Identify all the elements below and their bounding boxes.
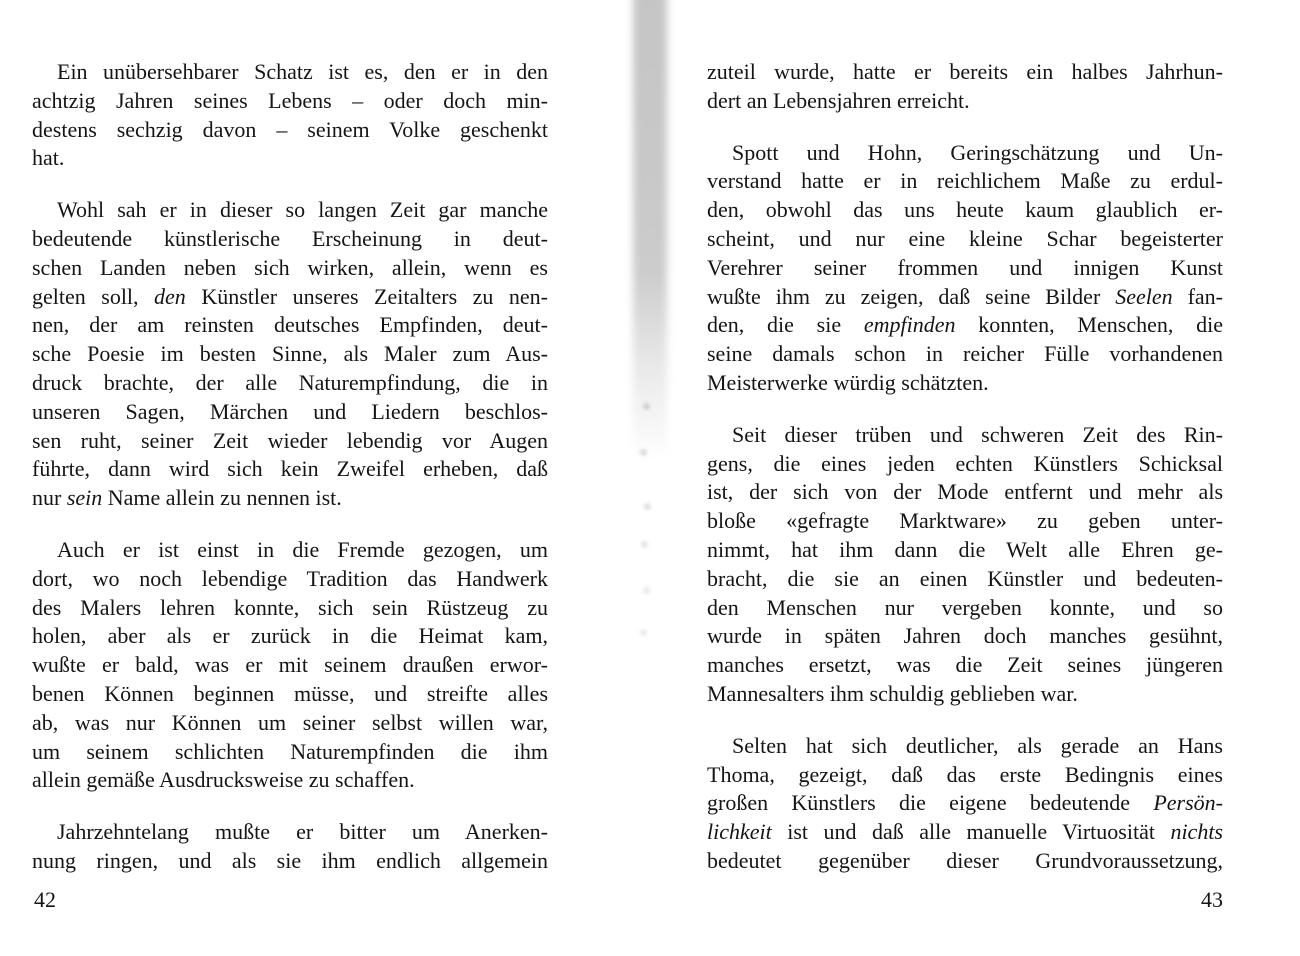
- text-line: [707, 478, 1223, 507]
- text-segment: Meisterwerke würdig schätzten.: [707, 369, 989, 395]
- text-segment: ist, der sich von der Mode entfernt und mehr als: [707, 479, 1223, 505]
- text-line: [32, 738, 548, 767]
- text-line: [32, 484, 548, 513]
- text-line: [707, 196, 1223, 225]
- text-segment: des Malers lehren konnte, sich sein Rüstzeug zu: [32, 594, 548, 620]
- text-line: [32, 144, 548, 173]
- text-segment: holen, aber als er zurück in die Heimat kam,: [32, 623, 548, 649]
- text-segment: Auch er ist einst in die Fremde gezogen, um: [57, 536, 548, 562]
- text-segment: den, die sie: [707, 312, 864, 338]
- text-line: [32, 340, 548, 369]
- text-segment: um seinem schlichten Naturempfinden die ihm: [32, 738, 548, 764]
- text-segment: sen ruht, seiner Zeit wieder lebendig vor Augen: [32, 427, 548, 453]
- text-line: [32, 116, 548, 145]
- text-line: [707, 58, 1223, 87]
- italic-text: nichts: [1170, 819, 1223, 845]
- italic-text: den: [154, 283, 186, 309]
- text-segment: hat.: [32, 145, 65, 171]
- paragraph: [707, 139, 1223, 398]
- text-line: [707, 651, 1223, 680]
- text-line: [707, 87, 1223, 116]
- text-segment: bloße «gefragte Marktware» zu geben unter-: [707, 508, 1223, 534]
- text-segment: manches ersetzt, was die Zeit seines jüngeren: [707, 652, 1223, 678]
- text-segment: Selten hat sich deutlicher, als gerade an Hans: [732, 732, 1223, 758]
- paragraph: [707, 732, 1223, 876]
- text-segment: dort, wo noch lebendige Tradition das Handwerk: [32, 565, 548, 591]
- text-segment: nur: [32, 485, 67, 511]
- text-line: [707, 761, 1223, 790]
- text-segment: destens sechzig davon – seinem Volke geschenkt: [32, 116, 548, 142]
- paragraph: [32, 196, 548, 513]
- text-line: [32, 369, 548, 398]
- text-line: [32, 766, 548, 795]
- text-segment: verstand hatte er in reichlichem Maße zu erdul-: [707, 168, 1223, 194]
- text-segment: gens, die eines jeden echten Künstlers Schicksal: [707, 450, 1223, 476]
- page-number-left: 42: [34, 887, 56, 912]
- text-segment: wußte ihm zu zeigen, daß seine Bilder: [707, 283, 1116, 309]
- text-line: [32, 225, 548, 254]
- text-segment: benen Können beginnen müsse, und streifte alles: [32, 680, 548, 706]
- text-line: [32, 536, 548, 565]
- text-segment: seine damals schon in reicher Fülle vorhandenen: [707, 341, 1223, 367]
- text-segment: scheint, und nur eine kleine Schar begeisterter: [707, 225, 1223, 251]
- text-segment: Mannesalters ihm schuldig geblieben war.: [707, 680, 1078, 706]
- text-line: [707, 594, 1223, 623]
- text-segment: Ein unübersehbarer Schatz ist es, den er in den: [57, 59, 548, 84]
- text-segment: Seit dieser trüben und schweren Zeit des Rin-: [732, 421, 1223, 447]
- text-line: [707, 311, 1223, 340]
- text-line: [707, 847, 1223, 876]
- italic-text: sein: [66, 485, 103, 511]
- text-segment: nimmt, hat ihm dann die Welt alle Ehren ge-: [707, 536, 1223, 562]
- text-segment: schen Landen neben sich wirken, allein, wenn es: [32, 254, 548, 280]
- paragraph: [32, 58, 548, 173]
- text-segment: wurde in späten Jahren doch manches gesühnt,: [707, 623, 1223, 649]
- text-segment: allein gemäße Ausdrucksweise zu schaffen.: [32, 767, 415, 793]
- text-segment: großen Künstlers die eigene bedeutende: [707, 790, 1154, 816]
- page-left-text: [32, 58, 548, 876]
- text-segment: unseren Sagen, Märchen und Liedern beschlos-: [32, 398, 548, 424]
- text-line: [707, 225, 1223, 254]
- text-segment: führte, dann wird sich kein Zweifel erheben, daß: [32, 456, 548, 482]
- text-line: [707, 536, 1223, 565]
- text-segment: konnten, Menschen, die: [955, 312, 1223, 338]
- text-line: [707, 283, 1223, 312]
- text-segment: bedeutet gegenüber dieser Grundvoraussetzung,: [707, 847, 1223, 873]
- text-segment: nen, der am reinsten deutsches Empfinden, deut-: [32, 312, 548, 338]
- paragraph: [32, 818, 548, 876]
- text-line: [32, 651, 548, 680]
- text-line: [32, 847, 548, 876]
- text-line: [707, 622, 1223, 651]
- text-line: [707, 139, 1223, 168]
- text-line: [32, 818, 548, 847]
- text-segment: Jahrzehntelang mußte er bitter um Anerken-: [57, 819, 548, 845]
- text-line: [707, 680, 1223, 709]
- text-line: [707, 507, 1223, 536]
- italic-text: Seelen: [1115, 283, 1173, 309]
- text-line: [707, 254, 1223, 283]
- text-line: [32, 311, 548, 340]
- text-segment: zuteil wurde, hatte er bereits ein halbes Jahrhun-: [707, 59, 1223, 84]
- text-line: [32, 398, 548, 427]
- paragraph: [707, 421, 1223, 709]
- text-segment: den, obwohl das uns heute kaum glaublich er-: [707, 197, 1223, 223]
- text-line: [32, 254, 548, 283]
- text-line: [32, 594, 548, 623]
- text-segment: Wohl sah er in dieser so langen Zeit gar manche: [57, 197, 548, 223]
- italic-text: lichkeit: [707, 819, 772, 845]
- gutter-shadow: [633, 0, 667, 460]
- text-segment: dert an Lebensjahren erreicht.: [707, 87, 970, 113]
- text-line: [32, 283, 548, 312]
- text-line: [32, 680, 548, 709]
- text-segment: nung ringen, und als sie ihm endlich allgemein: [32, 847, 548, 873]
- text-line: [32, 622, 548, 651]
- text-segment: druck brachte, der alle Naturempfindung, die in: [32, 369, 548, 395]
- page-right-text: [707, 58, 1223, 876]
- text-line: [32, 565, 548, 594]
- text-line: [32, 58, 548, 87]
- italic-text: empfinden: [863, 312, 956, 338]
- text-segment: bracht, die sie an einen Künstler und bedeuten-: [707, 565, 1223, 591]
- text-segment: achtzig Jahren seines Lebens – oder doch min-: [32, 87, 548, 113]
- text-line: [707, 340, 1223, 369]
- text-line: [707, 818, 1223, 847]
- text-line: [707, 565, 1223, 594]
- text-segment: Spott und Hohn, Geringschätzung und Un-: [732, 139, 1223, 165]
- text-segment: Verehrer seiner frommen und innigen Kunst: [707, 254, 1223, 280]
- scan-artifact-specks: [642, 392, 647, 397]
- text-line: [32, 427, 548, 456]
- text-line: [707, 421, 1223, 450]
- text-segment: bedeutende künstlerische Erscheinung in deut-: [32, 225, 548, 251]
- text-line: [32, 196, 548, 225]
- text-line: [707, 450, 1223, 479]
- page-number-right: 43: [1201, 887, 1223, 912]
- text-segment: ab, was nur Können um seiner selbst willen war,: [32, 709, 548, 735]
- text-line: [707, 732, 1223, 761]
- text-segment: Thoma, gezeigt, daß das erste Bedingnis eines: [707, 761, 1223, 787]
- text-segment: wußte er bald, was er mit seinem draußen erwor-: [32, 652, 548, 678]
- text-segment: Künstler unseres Zeitalters zu nen-: [185, 283, 548, 309]
- text-line: [32, 709, 548, 738]
- paragraph: [707, 58, 1223, 116]
- text-segment: Name allein zu nennen ist.: [102, 485, 342, 511]
- text-segment: sche Poesie im besten Sinne, als Maler zum Aus-: [32, 341, 548, 367]
- text-line: [32, 87, 548, 116]
- paragraph: [32, 536, 548, 795]
- text-segment: ist und daß alle manuelle Virtuosität: [771, 819, 1171, 845]
- text-segment: fan-: [1172, 283, 1224, 309]
- text-segment: den Menschen nur vergeben konnte, und so: [707, 594, 1223, 620]
- text-line: [707, 789, 1223, 818]
- text-segment: gelten soll,: [32, 283, 155, 309]
- text-line: [707, 167, 1223, 196]
- text-line: [32, 455, 548, 484]
- italic-text: Persön-: [1153, 790, 1223, 816]
- text-line: [707, 369, 1223, 398]
